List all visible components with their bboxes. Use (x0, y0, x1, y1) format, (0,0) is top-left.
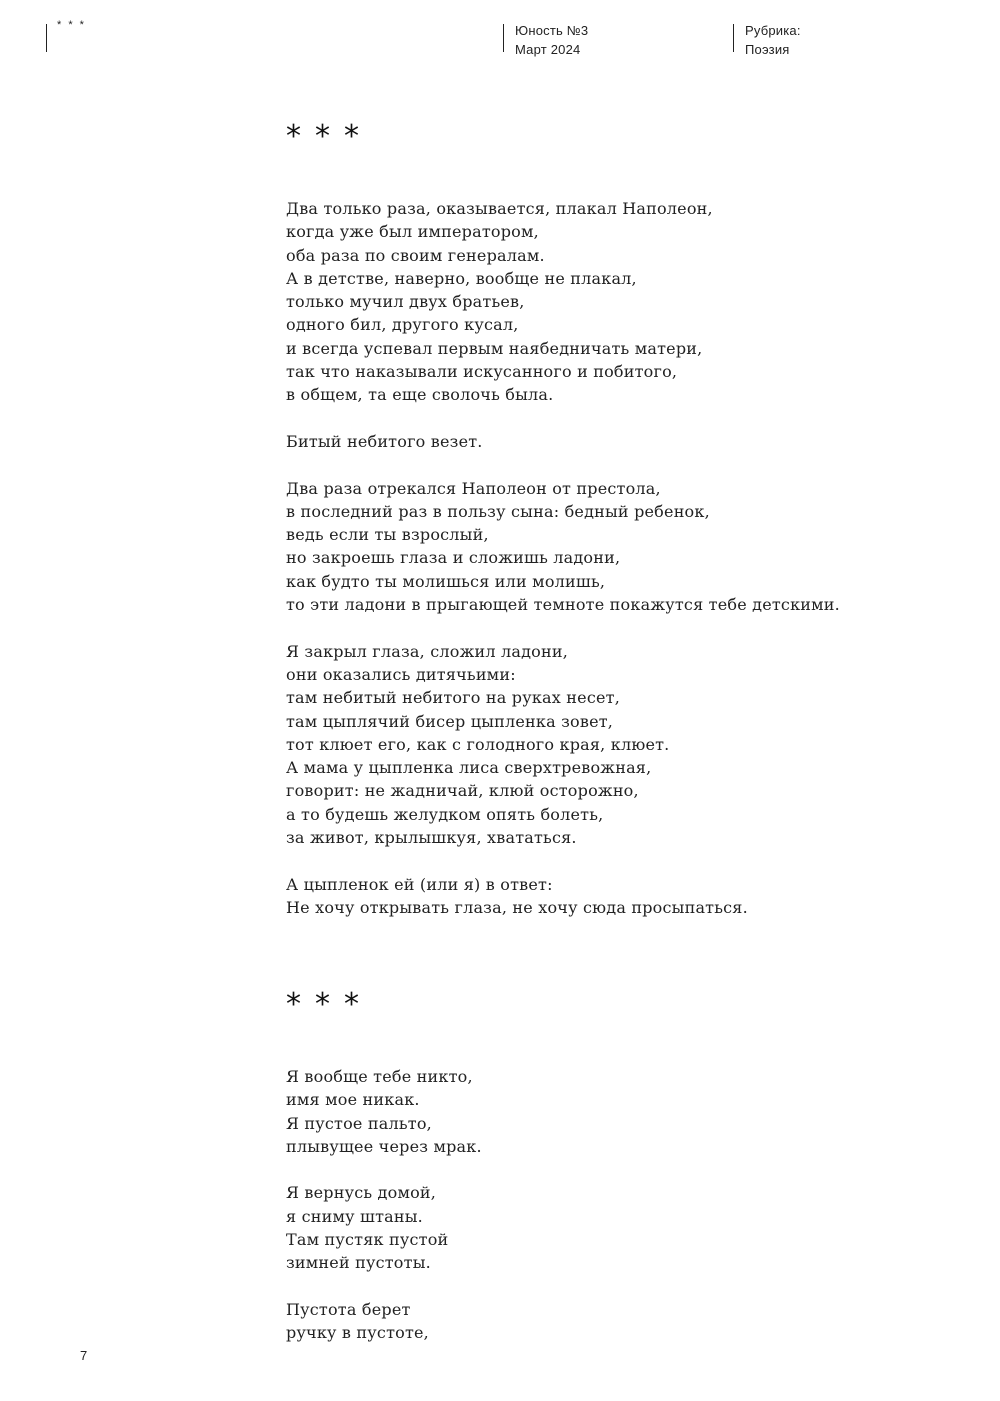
issue-date: Март 2024 (515, 42, 581, 57)
poem-line: я сниму штаны. (286, 1206, 423, 1226)
poem-line: ручку в пустоте, (286, 1323, 429, 1343)
page-number: 7 (80, 1348, 88, 1363)
poem-line: в последний раз в пользу сына: бедный ребенок, (286, 501, 710, 521)
poem-line: Два только раза, оказывается, плакал Наполеон, (286, 199, 713, 218)
stanza (286, 1181, 926, 1274)
header-section-marker: * * * (57, 19, 86, 31)
poem-line: Я закрыл глаза, сложил ладони, (286, 641, 569, 661)
poem-line: Битый небитого везет. (286, 431, 483, 451)
stanza (286, 197, 926, 407)
poem-line: только мучил двух братьев, (286, 292, 525, 312)
header-divider-issue (503, 24, 504, 52)
poem-line: А в детстве, наверно, вообще не плакал, (286, 268, 637, 288)
magazine-title: Юность №3 (515, 23, 589, 38)
poem-line: так что наказывали искусанного и побитого, (286, 362, 678, 382)
header-rubric (745, 21, 801, 59)
poem-line: ведь если ты взрослый, (286, 525, 489, 545)
poem-line: то эти ладони в прыгающей темноте покажутся тебе детскими. (286, 595, 840, 615)
poem-line: и всегда успевал первым наябедничать матери, (286, 338, 703, 358)
poem-line: Не хочу открывать глаза, не хочу сюда просыпаться. (286, 897, 748, 917)
poem-line: оба раза по своим генералам. (286, 245, 545, 265)
poem-line: А цыпленок ей (или я) в ответ: (286, 874, 553, 894)
poem-line: плывущее через мрак. (286, 1136, 482, 1156)
poem-line: одного бил, другого кусал, (286, 315, 519, 335)
poem-line: А мама у цыпленка лиса сверхтревожная, (286, 758, 652, 778)
stanza (286, 873, 926, 920)
poem-line: Пустота берет (286, 1299, 411, 1319)
header-divider-left (46, 24, 47, 52)
poem-line: там небитый небитого на руках несет, (286, 688, 620, 708)
stanza (286, 430, 926, 453)
poem-line: но закроешь глаза и сложишь ладони, (286, 548, 621, 568)
poem-line: Я вернусь домой, (286, 1183, 437, 1203)
poem-line: зимней пустоты. (286, 1253, 431, 1273)
poem-2 (286, 987, 926, 1345)
header-divider-rubric (733, 24, 734, 52)
stanza (286, 477, 926, 617)
stanza (286, 1065, 926, 1158)
header-issue (515, 21, 588, 59)
rubric-value: Поэзия (745, 42, 790, 57)
poem-title-marker: *** (286, 119, 373, 154)
poem-title-marker: *** (286, 987, 373, 1022)
rubric-label: Рубрика: (745, 23, 801, 38)
poem-line: говорит: не жадничай, клюй осторожно, (286, 781, 639, 801)
poem-line: за живот, крылышкуя, хвататься. (286, 828, 577, 848)
stanza (286, 1298, 926, 1345)
poem-line: а то будешь желудком опять болеть, (286, 804, 604, 824)
poem-1 (286, 119, 926, 919)
poem-line: в общем, та еще сволочь была. (286, 385, 554, 405)
poem-line: как будто ты молишься или молишь, (286, 571, 606, 591)
stanza (286, 640, 926, 850)
poem-line: там цыплячий бисер цыпленка зовет, (286, 711, 614, 731)
poem-line: Там пустяк пустой (286, 1230, 449, 1250)
poem-line: они оказались дитячьими: (286, 664, 516, 684)
poem-line: Два раза отрекался Наполеон от престола, (286, 478, 661, 498)
poem-line: Я пустое пальто, (286, 1113, 432, 1133)
poem-line: имя мое никак. (286, 1090, 420, 1110)
poem-line: тот клюет его, как с голодного края, клюет. (286, 734, 670, 754)
poem-line: когда уже был императором, (286, 222, 539, 242)
poem-line: Я вообще тебе никто, (286, 1067, 473, 1086)
